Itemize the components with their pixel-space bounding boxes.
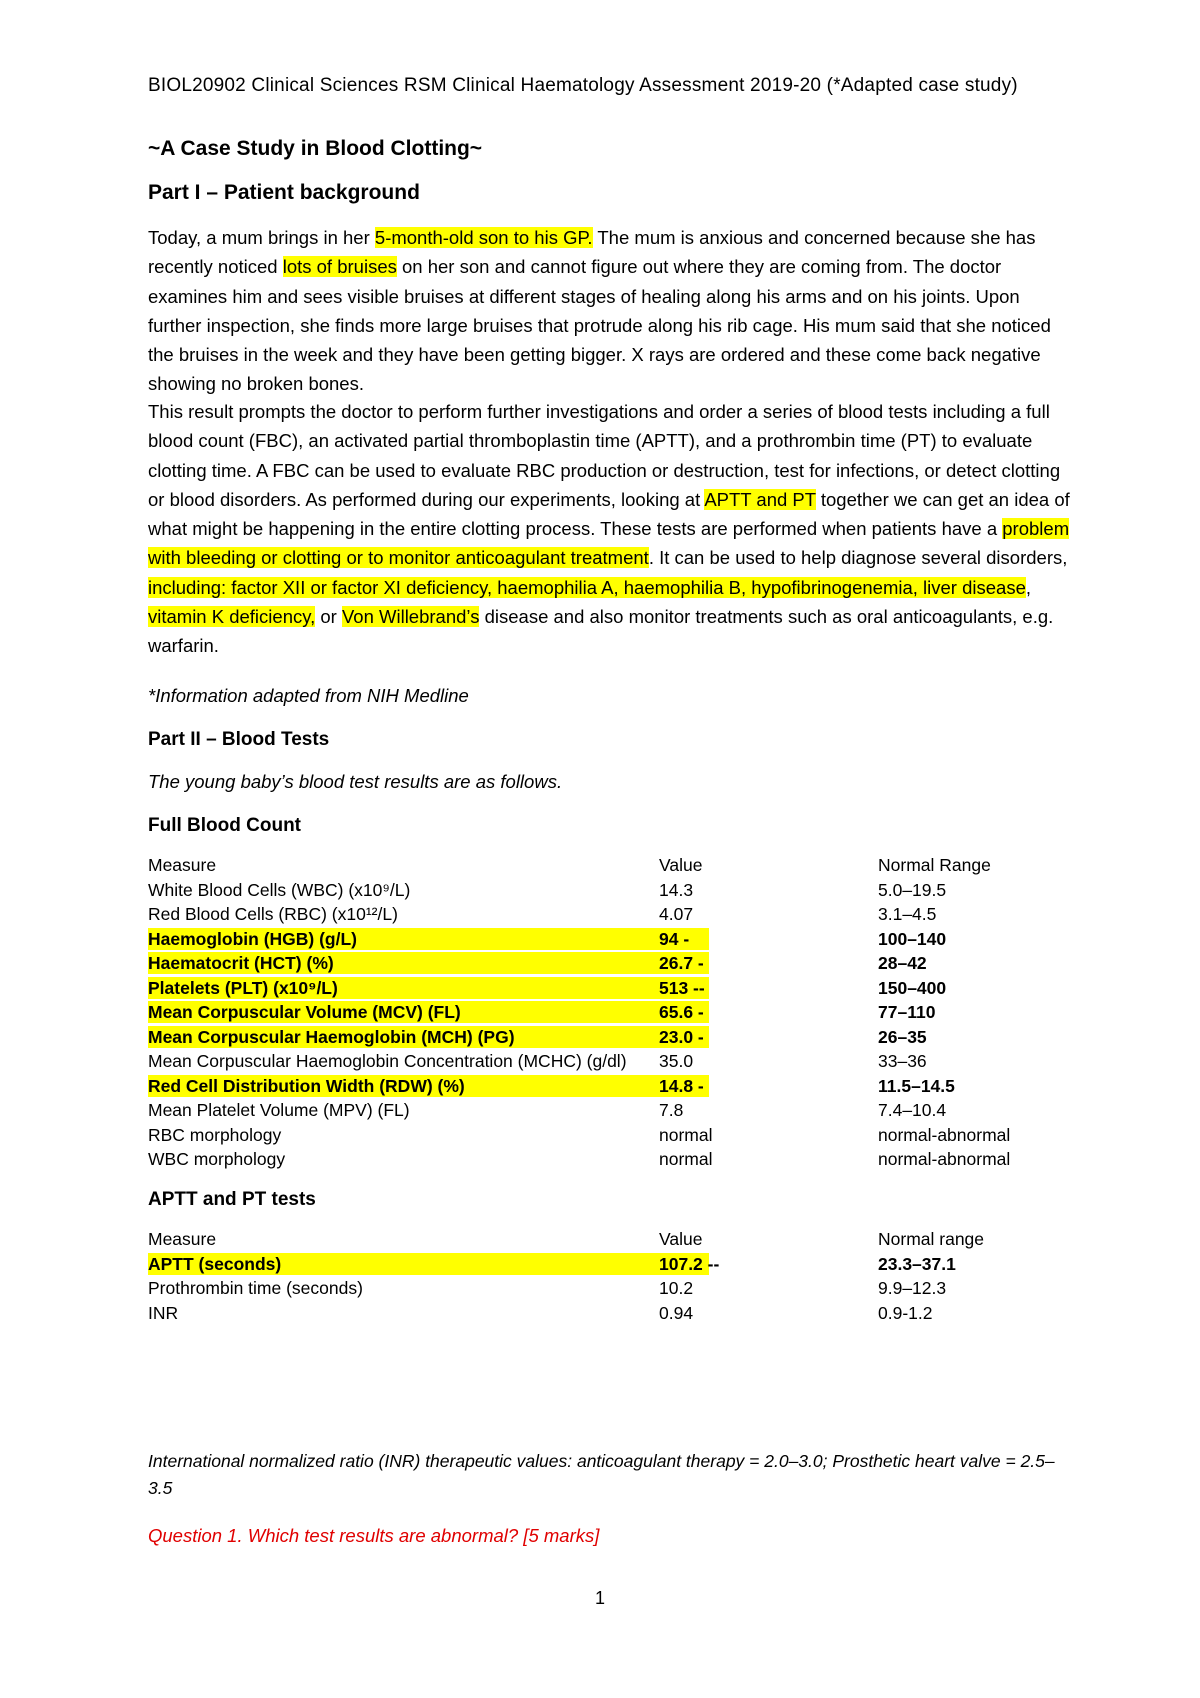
- value-cell: 7.8: [659, 1100, 684, 1120]
- highlight: problem with bleeding or clotting or to monitor anticoagulant treatment: [148, 518, 1070, 569]
- table-row: [148, 951, 1073, 975]
- page-header: BIOL20902 Clinical Sciences RSM Clinical Haematology Assessment 2019-20 (*Adapted case study): [148, 75, 1018, 96]
- range-cell: 3.1–4.5: [878, 904, 937, 924]
- value-cell: 4.07: [659, 904, 694, 924]
- range-cell: 100–140: [878, 928, 947, 949]
- range-cell: Normal range: [878, 1229, 985, 1249]
- value-cell: normal: [659, 1124, 713, 1145]
- range-cell: 26–35: [878, 1026, 927, 1047]
- table-header-row: [148, 1227, 1073, 1251]
- measure-cell: Mean Corpuscular Haemoglobin (MCH) (PG): [148, 1026, 515, 1047]
- highlight: vitamin K deficiency,: [148, 606, 316, 628]
- measure-cell: White Blood Cells (WBC) (x10⁹/L): [148, 879, 411, 900]
- value-cell: 14.3: [659, 879, 694, 900]
- range-cell: 5.0–19.5: [878, 879, 947, 900]
- value-cell: 513 --: [659, 977, 705, 998]
- table-row: [148, 902, 1073, 926]
- measure-cell: APTT (seconds): [148, 1253, 282, 1274]
- range-cell: 28–42: [878, 953, 927, 973]
- measure-cell: Red Blood Cells (RBC) (x10¹²/L): [148, 904, 398, 924]
- part1-heading: Part I – Patient background: [148, 181, 420, 204]
- measure-cell: Haemoglobin (HGB) (g/L): [148, 928, 358, 949]
- value-cell: Value: [659, 855, 703, 875]
- highlight: Von Willebrand’s: [341, 606, 480, 628]
- table-row: [148, 1252, 1073, 1276]
- value-cell: 26.7 -: [659, 953, 704, 973]
- measure-cell: WBC morphology: [148, 1149, 286, 1169]
- value-cell: Value: [659, 1229, 703, 1249]
- aptt-heading: APTT and PT tests: [148, 1189, 316, 1210]
- table-row: [148, 1000, 1073, 1024]
- table-header-row: [148, 853, 1073, 877]
- table-row: [148, 927, 1073, 951]
- table-row: [148, 976, 1073, 1000]
- measure-cell: Mean Corpuscular Volume (MCV) (FL): [148, 1002, 461, 1022]
- value-cell: 35.0: [659, 1051, 694, 1071]
- value-cell: 65.6 -: [659, 1002, 704, 1022]
- range-cell: Normal Range: [878, 855, 991, 875]
- table-row: [148, 1147, 1073, 1171]
- table-row: [148, 1276, 1073, 1300]
- value-cell: 0.94: [659, 1302, 694, 1323]
- measure-cell: Red Cell Distribution Width (RDW) (%): [148, 1075, 465, 1096]
- range-cell: 23.3–37.1: [878, 1253, 956, 1274]
- part1-paragraph-1: Today, a mum brings in her 5-month-old son to his GP. The mum is anxious and concerned because she has recently noticed lots of bruises on her son and cannot figure out where they are coming from. The doctor examines him and sees visible bruises at different stages of healing along his arms and on his joints. Upon further inspection, she finds more large bruises that protrude along his rib cage. His mum said that she noticed the bruises in the week and they have been getting bigger. X rays are ordered and these come back negative showing no broken bones.: [148, 227, 1051, 395]
- source-note: *Information adapted from NIH Medline: [148, 685, 469, 706]
- range-cell: 150–400: [878, 977, 947, 998]
- range-cell: 33–36: [878, 1051, 927, 1071]
- part2-heading: Part II – Blood Tests: [148, 729, 330, 750]
- measure-cell: Haematocrit (HCT) (%): [148, 953, 334, 973]
- range-cell: normal-abnormal: [878, 1149, 1011, 1169]
- value-cell: normal: [659, 1149, 713, 1169]
- document-title: ~A Case Study in Blood Clotting~: [148, 137, 483, 160]
- range-cell: normal-abnormal: [878, 1124, 1011, 1145]
- range-cell: 7.4–10.4: [878, 1100, 947, 1120]
- measure-cell: Mean Platelet Volume (MPV) (FL): [148, 1100, 410, 1120]
- value-cell: 10.2: [659, 1278, 694, 1298]
- fbc-heading: Full Blood Count: [148, 815, 302, 836]
- table-row: [148, 1301, 1073, 1325]
- value-cell: 107.2 --: [659, 1253, 720, 1274]
- table-row: [148, 1074, 1073, 1098]
- table-row: [148, 878, 1073, 902]
- range-cell: 9.9–12.3: [878, 1278, 947, 1298]
- page-number: 1: [594, 1588, 605, 1608]
- highlight: 5-month-old son to his GP.: [374, 227, 593, 248]
- value-cell: 94 -: [659, 928, 690, 949]
- highlight: lots of bruises: [282, 256, 397, 278]
- table-row: [148, 1098, 1073, 1122]
- range-cell: 77–110: [878, 1002, 936, 1022]
- measure-cell: INR: [148, 1302, 179, 1323]
- measure-cell: Platelets (PLT) (x10⁹/L): [148, 977, 338, 998]
- value-cell: 14.8 -: [659, 1075, 704, 1096]
- value-cell: 23.0 -: [659, 1026, 704, 1047]
- measure-cell: Measure: [148, 1229, 217, 1249]
- highlight: including: factor XII or factor XI deficiency, haemophilia A, haemophilia B, hypofibrinogenemia, liver disease: [148, 576, 1026, 598]
- table-row: [148, 1025, 1073, 1049]
- table-row: [148, 1049, 1073, 1073]
- range-cell: 11.5–14.5: [878, 1075, 955, 1096]
- question-1: Question 1. Which test results are abnormal? [5 marks]: [148, 1525, 600, 1546]
- highlight: APTT and PT: [704, 488, 816, 510]
- measure-cell: RBC morphology: [148, 1124, 282, 1145]
- measure-cell: Measure: [148, 855, 217, 875]
- range-cell: 0.9-1.2: [878, 1302, 933, 1323]
- measure-cell: Mean Corpuscular Haemoglobin Concentration (MCHC) (g/dl): [148, 1051, 627, 1071]
- part1-paragraph-2: This result prompts the doctor to perform further investigations and order a series of blood tests including a full blood count (FBC), an activated partial thromboplastin time (APTT), and a prothrombin time (PT) to evaluate clotting time. A FBC can be used to evaluate RBC production or destruction, test for infections, or detect clotting or blood disorders. As performed during our experiments, looking at APTT and PT together we can get an idea of what might be happening in the entire clotting process. These tests are performed when patients have a problem with bleeding or clotting or to monitor anticoagulant treatment. It can be used to help diagnose several disorders, including: factor XII or factor XI deficiency, haemophilia A, haemophilia B, hypofibrinogenemia, liver disease, vitamin K deficiency, or Von Willebrand’s disease and also monitor treatments such as oral anticoagulants, e.g. warfarin.: [148, 401, 1070, 657]
- table-row: [148, 1123, 1073, 1147]
- inr-note: International normalized ratio (INR) therapeutic values: anticoagulant therapy = 2.0–3.0; Prosthetic heart valve = 2.5–3.5: [148, 1451, 1055, 1498]
- measure-cell: Prothrombin time (seconds): [148, 1278, 363, 1298]
- part2-intro: The young baby’s blood test results are as follows.: [148, 771, 563, 792]
